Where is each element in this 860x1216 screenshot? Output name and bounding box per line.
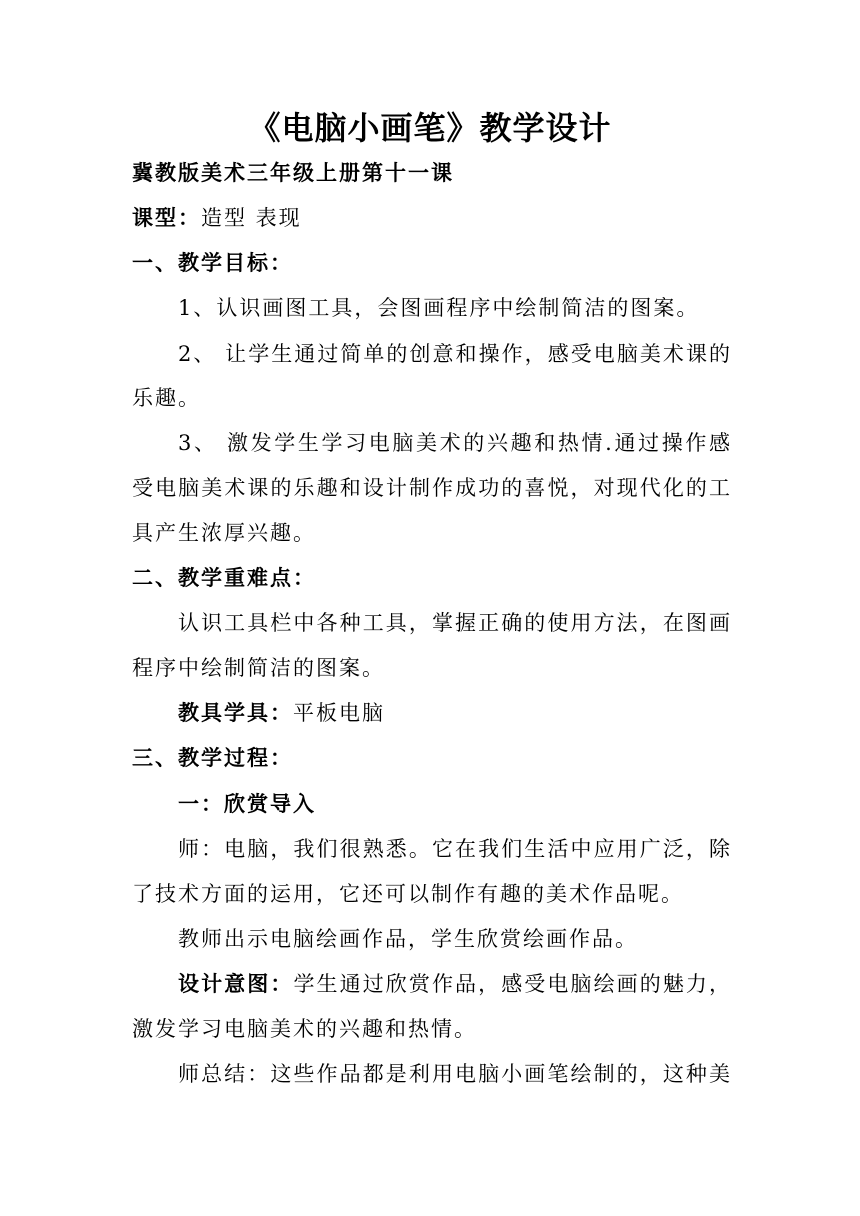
section1-heading: 一、教学目标： <box>132 251 293 275</box>
design-intent-text: 学生通过欣赏作品，感受电脑绘画的魅力， <box>293 972 731 996</box>
difficulty-line1: 认识工具栏中各种工具，掌握正确的使用方法，在图画 <box>178 611 730 635</box>
paragraph-1-line1: 师：电脑，我们很熟悉。它在我们生活中应用广泛，除 <box>178 837 730 861</box>
step1-heading: 一：欣赏导入 <box>178 792 316 816</box>
objective-item-2-line2: 乐趣。 <box>132 386 201 410</box>
design-intent-label: 设计意图： <box>178 972 294 996</box>
teaching-tools-label: 教具学具： <box>178 701 293 725</box>
design-intent-line2: 激发学习电脑美术的兴趣和热情。 <box>132 1017 477 1041</box>
lesson-type-label: 课型： <box>132 206 201 230</box>
document-title: 《电脑小画笔》教学设计 <box>248 109 612 147</box>
objective-item-3-line2: 受电脑美术课的乐趣和设计制作成功的喜悦，对现代化的工 <box>132 476 730 500</box>
objective-item-3-line1: 3、 激发学生学习电脑美术的兴趣和热情.通过操作感 <box>178 431 730 455</box>
paragraph-1-line2: 了技术方面的运用，它还可以制作有趣的美术作品呢。 <box>132 882 684 906</box>
difficulty-line2: 程序中绘制简洁的图案。 <box>132 656 385 680</box>
summary-line1: 师总结：这些作品都是利用电脑小画笔绘制的，这种美 <box>178 1062 730 1086</box>
subtitle: 冀教版美术三年级上册第十一课 <box>132 161 454 185</box>
teaching-tools <box>178 698 778 728</box>
section3-heading: 三、教学过程： <box>132 746 293 770</box>
lesson-type-value: 造型 表现 <box>201 206 302 230</box>
objective-item-1: 1、认识画图工具，会图画程序中绘制简洁的图案。 <box>178 296 700 320</box>
paragraph-2: 教师出示电脑绘画作品，学生欣赏绘画作品。 <box>178 927 638 951</box>
teaching-tools-value: 平板电脑 <box>293 701 385 725</box>
design-intent-line1 <box>178 969 730 999</box>
objective-item-2-line1: 2、 让学生通过简单的创意和操作，感受电脑美术课的 <box>178 342 730 366</box>
lesson-type <box>132 203 732 233</box>
section2-heading: 二、教学重难点： <box>132 566 316 590</box>
objective-item-3-line3: 具产生浓厚兴趣。 <box>132 521 316 545</box>
